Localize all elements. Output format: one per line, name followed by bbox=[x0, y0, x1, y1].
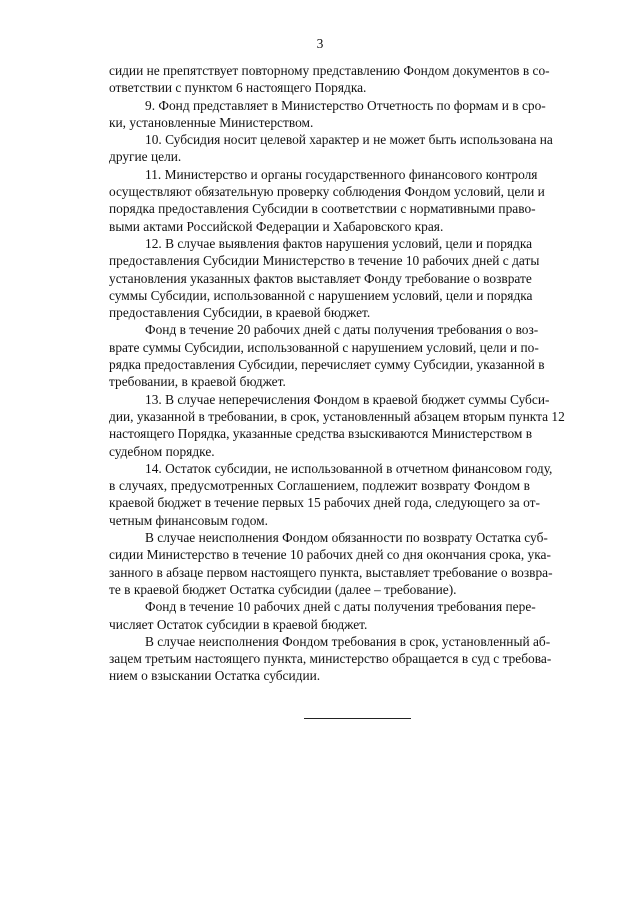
text-line: в случаях, предусмотренных Соглашением, подлежит возврату Фондом в bbox=[109, 478, 530, 494]
text-line: нием о взыскании Остатка субсидии. bbox=[109, 668, 321, 684]
text-line: порядка предоставления Субсидии в соответствии с нормативными право- bbox=[109, 201, 536, 217]
text-line: сидии Министерство в течение 10 рабочих дней со дня окончания срока, ука- bbox=[109, 547, 551, 563]
text-line: установления указанных фактов выставляет Фонду требование о возврате bbox=[109, 270, 532, 286]
text-line: краевой бюджет в течение первых 15 рабочих дней года, следующего за от- bbox=[109, 495, 540, 511]
document-body bbox=[109, 62, 565, 685]
text-line: Фонд в течение 10 рабочих дней с даты получения требования пере- bbox=[145, 599, 536, 615]
text-line: сидии не препятствует повторному представлению Фондом документов в со- bbox=[109, 63, 550, 78]
text-line: суммы Субсидии, использованной с нарушением условий, цели и порядка bbox=[109, 287, 533, 303]
paragraph bbox=[109, 529, 553, 598]
text-line: Фонд в течение 20 рабочих дней с даты получения требования о воз- bbox=[145, 322, 539, 338]
text-line: 13. В случае неперечисления Фондом в краевой бюджет суммы Субси- bbox=[145, 391, 550, 407]
text-line: рядка предоставления Субсидии, перечисляет сумму Субсидии, указанной в bbox=[109, 357, 545, 373]
text-line: 12. В случае выявления фактов нарушения условий, цели и порядка bbox=[145, 235, 533, 251]
text-line: 14. Остаток субсидии, не использованной в отчетном финансовом году, bbox=[145, 460, 553, 476]
paragraph-item-9 bbox=[109, 97, 546, 132]
paragraph bbox=[109, 321, 545, 390]
paragraph-item-11 bbox=[109, 166, 545, 235]
text-line: 10. Субсидия носит целевой характер и не может быть использована на bbox=[145, 132, 553, 148]
text-line: требовании, в краевой бюджет. bbox=[109, 374, 286, 390]
text-line: осуществляют обязательную проверку соблюдения Фондом условий, цели и bbox=[109, 184, 545, 200]
text-line: четным финансовым годом. bbox=[109, 512, 268, 528]
text-line: занного в абзаце первом настоящего пункта, выставляет требование о возвра- bbox=[109, 564, 553, 580]
paragraph-item-10 bbox=[109, 131, 553, 166]
paragraph-item-13 bbox=[109, 391, 565, 460]
paragraph bbox=[109, 633, 552, 685]
text-line: настоящего Порядка, указанные средства взыскиваются Министерством в bbox=[109, 426, 533, 442]
text-line: ки, установленные Министерством. bbox=[109, 114, 314, 130]
text-line: другие цели. bbox=[109, 149, 182, 165]
text-line: судебном порядке. bbox=[109, 443, 215, 459]
paragraph-item-12 bbox=[109, 235, 540, 321]
text-line: В случае неисполнения Фондом обязанности по возврату Остатка суб- bbox=[145, 530, 548, 546]
text-line: числяет Остаток субсидии в краевой бюджет. bbox=[109, 616, 368, 632]
paragraph bbox=[109, 598, 536, 633]
text-line: те в краевой бюджет Остатка субсидии (далее – требование). bbox=[109, 581, 457, 597]
end-divider-line bbox=[304, 718, 411, 719]
paragraph-item-14 bbox=[109, 460, 553, 529]
text-line: предоставления Субсидии Министерство в течение 10 рабочих дней с даты bbox=[109, 253, 540, 269]
text-line: врате суммы Субсидии, использованной с нарушением условий, цели и по- bbox=[109, 339, 539, 355]
text-line: В случае неисполнения Фондом требования в срок, установленный аб- bbox=[145, 633, 551, 649]
text-line: 9. Фонд представляет в Министерство Отчетность по формам и в сро- bbox=[145, 97, 546, 113]
text-line: предоставления Субсидии, в краевой бюджет. bbox=[109, 305, 371, 321]
text-line: зацем третьим настоящего пункта, министерство обращается в суд с требова- bbox=[109, 651, 552, 667]
text-line: дии, указанной в требовании, в срок, установленный абзацем вторым пункта 12 bbox=[109, 408, 565, 424]
text-line: ответствии с пунктом 6 настоящего Порядка. bbox=[109, 80, 367, 96]
text-line: выми актами Российской Федерации и Хабаровского края. bbox=[109, 218, 444, 234]
text-line: 11. Министерство и органы государственного финансового контроля bbox=[145, 166, 538, 182]
paragraph bbox=[109, 62, 550, 97]
page-number: 3 bbox=[316, 36, 324, 51]
